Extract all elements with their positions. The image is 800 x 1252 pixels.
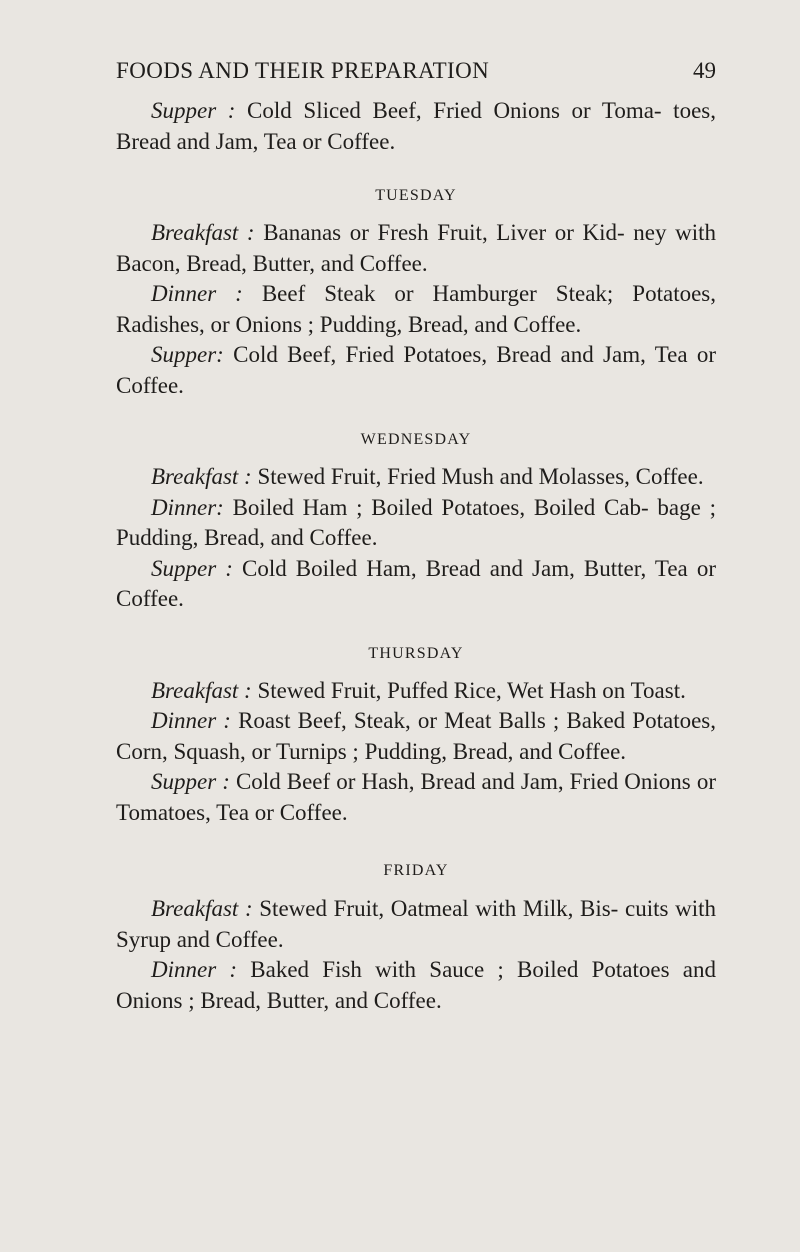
page-number: 49 bbox=[693, 58, 716, 83]
meal-text: Beef Steak or Hamburger Steak; Potatoes, Radishes, or Onions ; Pudding, Bread, and Coffee. bbox=[116, 281, 716, 337]
tuesday-dinner bbox=[116, 279, 716, 340]
menu-content bbox=[116, 96, 716, 1016]
day-heading-tuesday: TUESDAY bbox=[375, 187, 457, 204]
meal-label: Supper : bbox=[151, 98, 236, 123]
meal-label: Supper : bbox=[151, 769, 230, 794]
meal-text: Cold Sliced Beef, Fried Onions or Toma- toes, Bread and Jam, Tea or Coffee. bbox=[116, 98, 716, 154]
thursday-supper bbox=[116, 767, 716, 828]
meal-label: Breakfast : bbox=[151, 677, 252, 703]
day-heading-thursday: THURSDAY bbox=[368, 644, 464, 662]
meal-text: Stewed Fruit, Oatmeal with Milk, Bis- cuits with Syrup and Coffee. bbox=[116, 896, 716, 952]
wednesday-breakfast bbox=[116, 462, 716, 493]
meal-text: Stewed Fruit, Puffed Rice, Wet Hash on Toast. bbox=[251, 677, 686, 703]
meal-label: Breakfast : bbox=[151, 464, 252, 489]
meal-text: Cold Beef or Hash, Bread and Jam, Fried Onions or Tomatoes, Tea or Coffee. bbox=[116, 769, 716, 825]
meal-label: Breakfast : bbox=[151, 896, 253, 921]
friday-breakfast bbox=[116, 894, 716, 955]
thursday-dinner bbox=[116, 706, 716, 767]
meal-text: Roast Beef, Steak, or Meat Balls ; Baked Potatoes, Corn, Squash, or Turnips ; Pudding, Bread, and Coffee. bbox=[116, 708, 716, 764]
meal-label: Supper: bbox=[151, 342, 224, 367]
meal-text: Cold Boiled Ham, Bread and Jam, Butter, Tea or Coffee. bbox=[116, 555, 716, 611]
meal-label: Dinner : bbox=[151, 281, 243, 306]
meal-text: Cold Beef, Fried Potatoes, Bread and Jam, Tea or Coffee. bbox=[116, 342, 716, 398]
tuesday-breakfast bbox=[116, 218, 716, 279]
day-heading-friday: FRIDAY bbox=[383, 862, 449, 879]
friday-dinner bbox=[116, 955, 716, 1016]
meal-label: Dinner : bbox=[151, 708, 231, 733]
running-title: FOODS AND THEIR PREPARATION bbox=[116, 58, 490, 83]
thursday-breakfast bbox=[116, 676, 716, 707]
meal-text: Stewed Fruit, Fried Mush and Molasses, Coffee. bbox=[251, 464, 704, 489]
tuesday-supper bbox=[116, 340, 716, 401]
day-heading-wednesday: WEDNESDAY bbox=[360, 431, 472, 448]
meal-label: Supper : bbox=[151, 555, 233, 581]
meal-label: Dinner: bbox=[151, 494, 224, 520]
monday-supper bbox=[116, 96, 716, 157]
meal-text: Bananas or Fresh Fruit, Liver or Kid- ney with Bacon, Bread, Butter, and Coffee. bbox=[116, 220, 716, 276]
meal-label: Breakfast : bbox=[151, 220, 255, 245]
meal-text: Boiled Ham ; Boiled Potatoes, Boiled Cab- bage ; Pudding, Bread, and Coffee. bbox=[116, 494, 716, 550]
wednesday-dinner bbox=[116, 493, 716, 554]
running-head bbox=[116, 58, 716, 88]
meal-label: Dinner : bbox=[151, 957, 238, 982]
meal-text: Baked Fish with Sauce ; Boiled Potatoes and Onions ; Bread, Butter, and Coffee. bbox=[116, 957, 716, 1013]
wednesday-supper bbox=[116, 554, 716, 615]
